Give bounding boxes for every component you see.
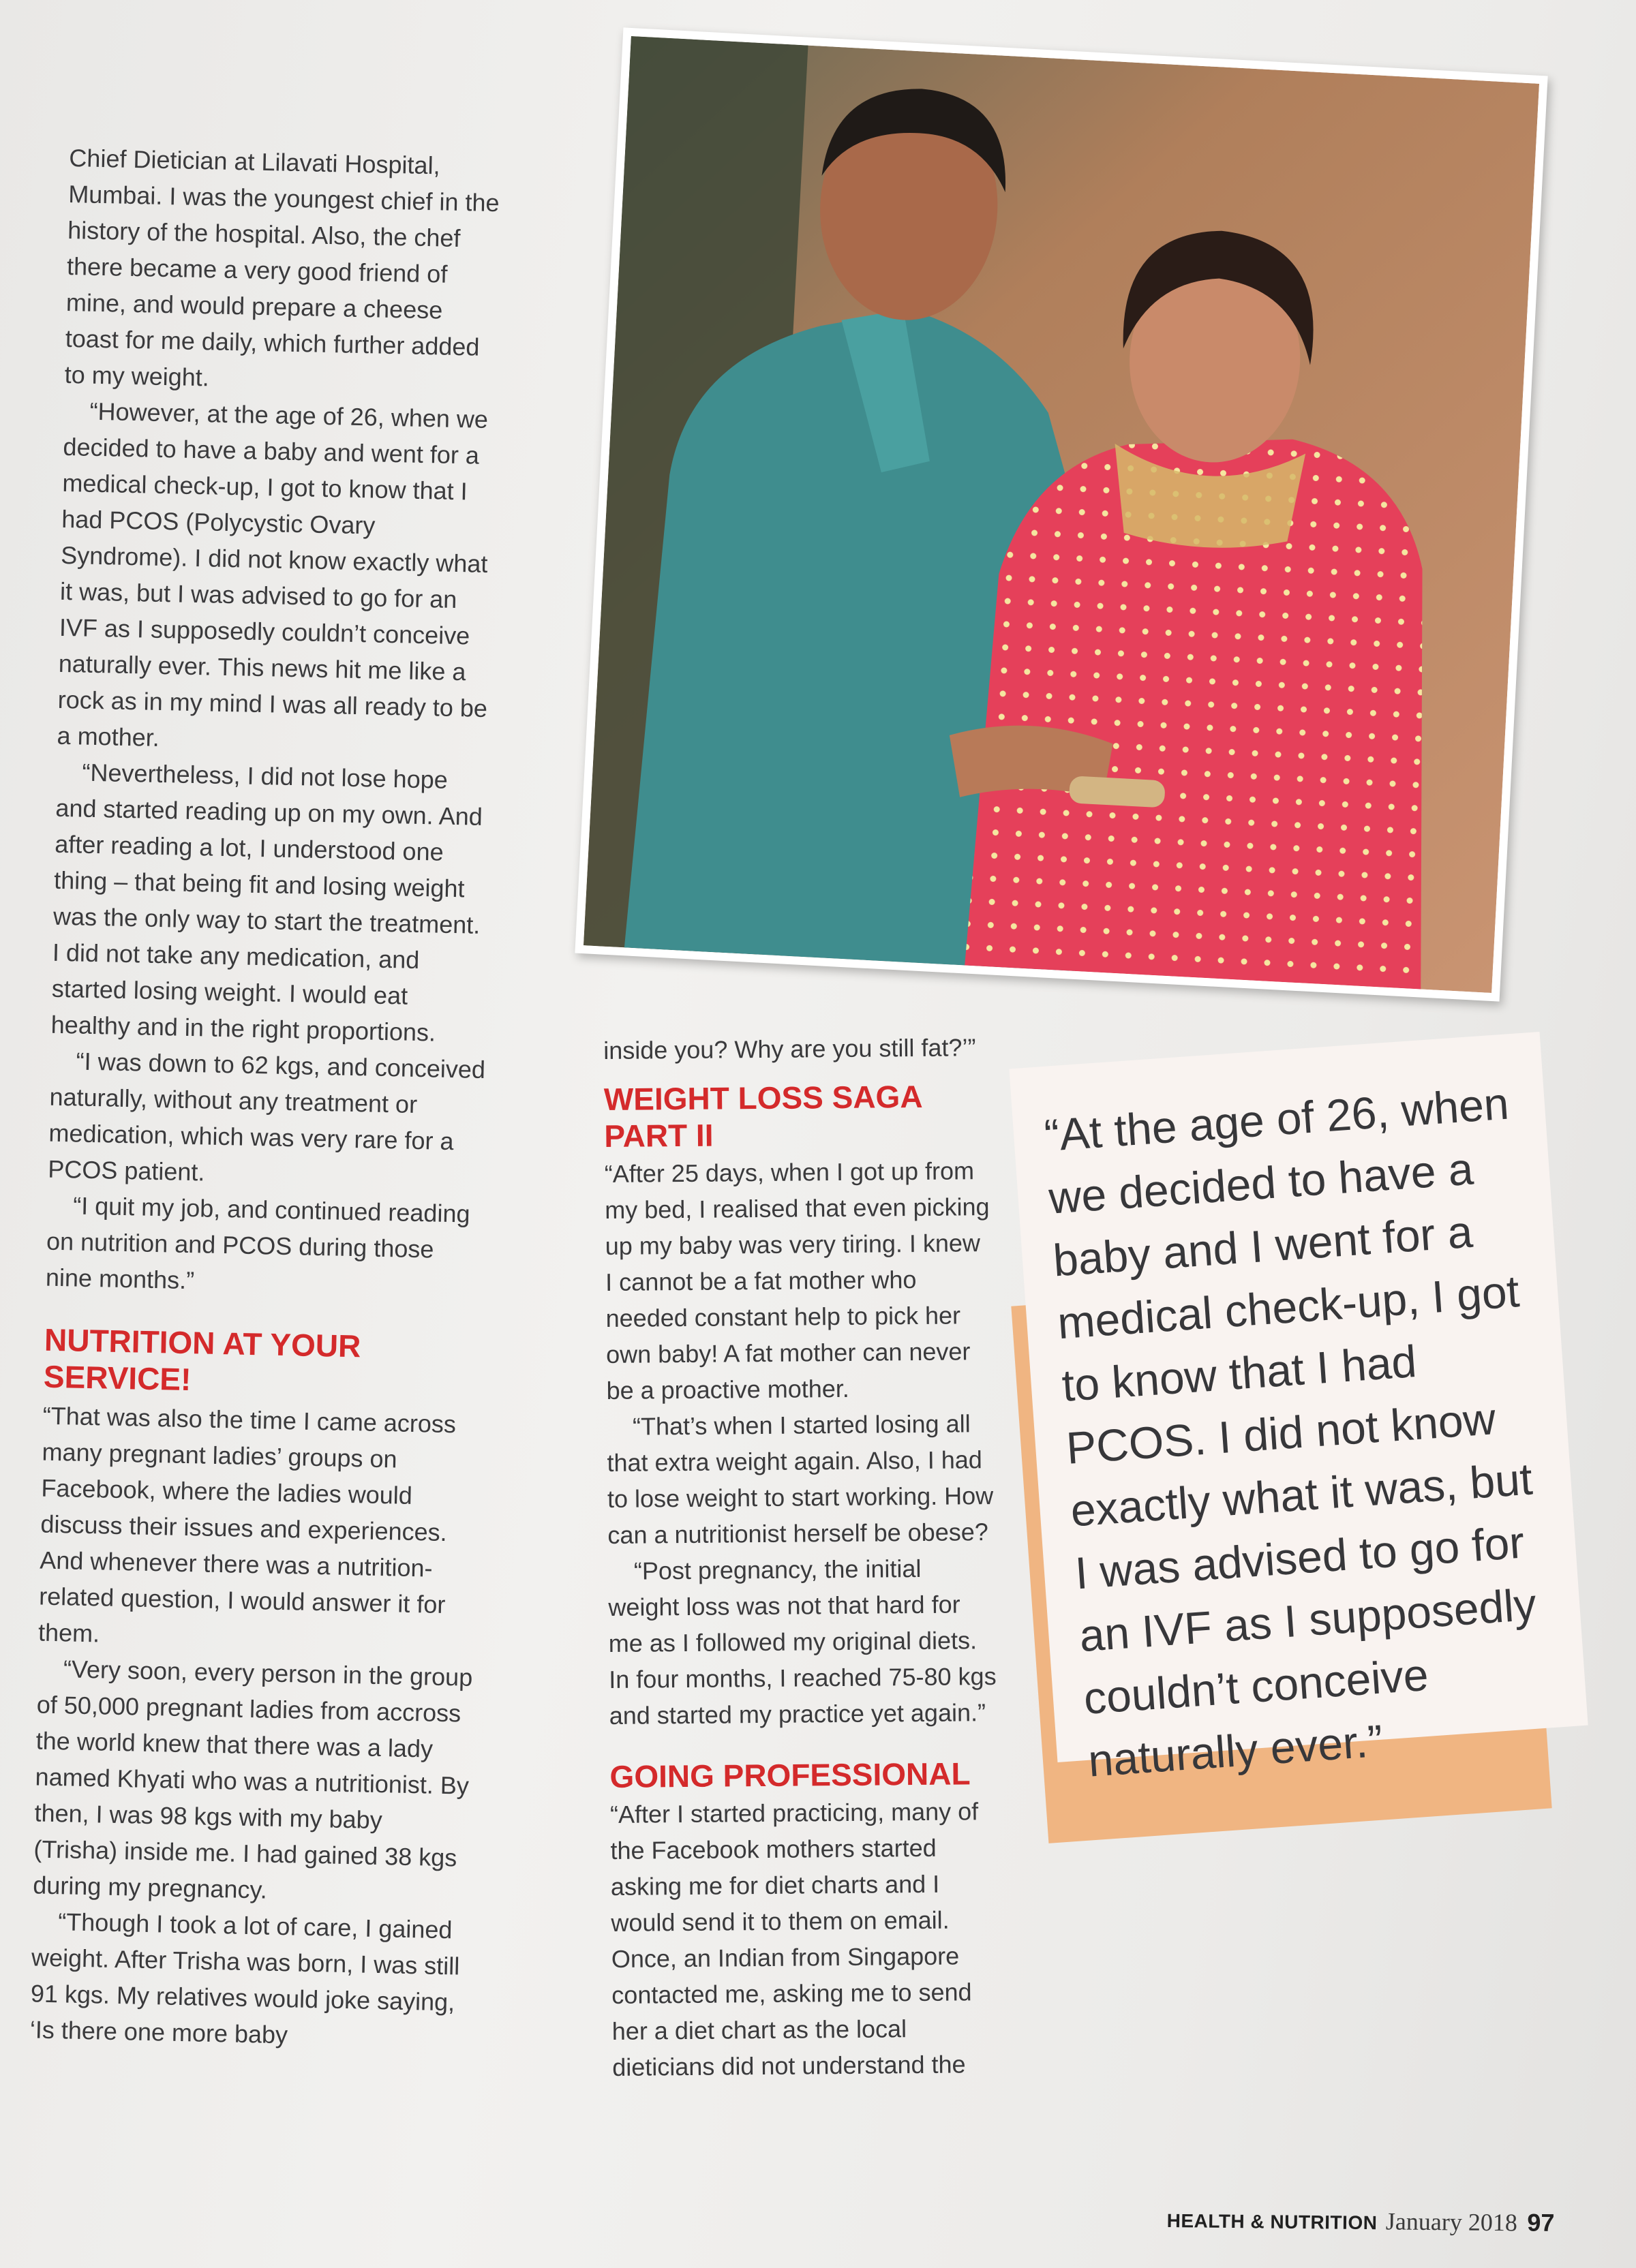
paragraph: “After 25 days, when I got up from my bed, I realised that even picking up my baby was very tiring. I knew I cannot be a fat mother who needed constant help to pick her own baby! A fat mother can never be a proactive mother. [604, 1156, 990, 1405]
paragraph: “Nevertheless, I did not lose hope and started reading up on my own. And after reading a lot, I understood one thing – that being fit and losing weight was the only way to start the treatment. I did not take any medication, and started losing weight. I would eat healthy and in the right proportions. [50, 758, 483, 1047]
page-footer [1167, 2205, 1555, 2237]
paragraph: “That was also the time I came across many pregnant ladies’ groups on Facebook, where the ladies would discuss their issues and experiences. And whenever there was a nutrition-related question, I would answer it for them. [37, 1401, 457, 1648]
pull-quote-text: “At the age of 26, when we decided to have a baby and I went for a medical check-up, I got to know that I had PCOS. I did not know exactly what it was, but I was advised to go for an IVF as I supposedly couldn’t conceive naturally ever.” [1042, 1077, 1538, 1786]
section-heading-nutrition: NUTRITION AT YOUR SERVICE! [43, 1321, 361, 1398]
paragraph: “After I started practicing, many of the Facebook mothers started asking me for diet charts and I would send it to them on email. Once, an Indian from Singapore contacted me, asking me to send her a diet chart as the local dieticians did not understand the [609, 1797, 979, 2081]
section-heading-weight-loss: WEIGHT LOSS SAGA PART II [603, 1078, 922, 1154]
couple-photo [575, 27, 1547, 1001]
paragraph: “Post pregnancy, the initial weight loss was not that hard for me as I followed my original diets. In four months, I reached 75-80 kgs and started my practice yet again.” [608, 1554, 997, 1730]
paragraph: inside you? Why are you still fat?’” [603, 1033, 976, 1064]
paragraph: “That’s when I started losing all that extra weight again. Also, I had to lose weight to start working. How can a nutritionist herself be obese? [607, 1409, 994, 1549]
page-number: 97 [1527, 2208, 1555, 2237]
paragraph: Chief Dietician at Lilavati Hospital, Mumbai. I was the youngest chief in the history of the hospital. Also, the chef there became a very good friend of mine, and would prepare a cheese toast for me daily, which further added to my weight. [64, 143, 500, 392]
section-heading-going-professional: GOING PROFESSIONAL [609, 1756, 971, 1794]
couple-photo-illustration [584, 36, 1539, 993]
article-column-left [29, 140, 505, 2057]
magazine-name: HEALTH & NUTRITION [1166, 2209, 1378, 2234]
paragraph: “I quit my job, and continued reading on nutrition and PCOS during those nine months.” [45, 1191, 470, 1295]
article-column-middle [603, 1029, 1001, 2085]
paragraph: “I was down to 62 kgs, and conceived naturally, without any treatment or medication, which was very rare for a PCOS patient. [47, 1047, 486, 1186]
paragraph: “Very soon, every person in the group of 50,000 pregnant ladies from accross the world knew that there was a lady named Khyati who was a nutritionist. By then, I was 98 kgs with my baby (Trisha) inside me. I had gained 38 kgs during my pregnancy. [32, 1655, 473, 1904]
pull-quote-box [1009, 1032, 1588, 1786]
issue-date: January 2018 [1385, 2207, 1518, 2237]
paragraph: “Though I took a lot of care, I gained weight. After Trisha was born, I was still 91 kgs. My relatives would joke saying, ‘Is there one more baby [29, 1907, 460, 2049]
paragraph: “However, at the age of 26, when we decided to have a baby and went for a medical check-up, I got to know that I had PCOS (Polycystic Ovary Syndrome). I did not know exactly what it was, but I was advised to go for an IVF as I supposedly couldn’t conceive naturally ever. This news hit me like a rock as in my mind I was all ready to be a mother. [57, 397, 489, 752]
